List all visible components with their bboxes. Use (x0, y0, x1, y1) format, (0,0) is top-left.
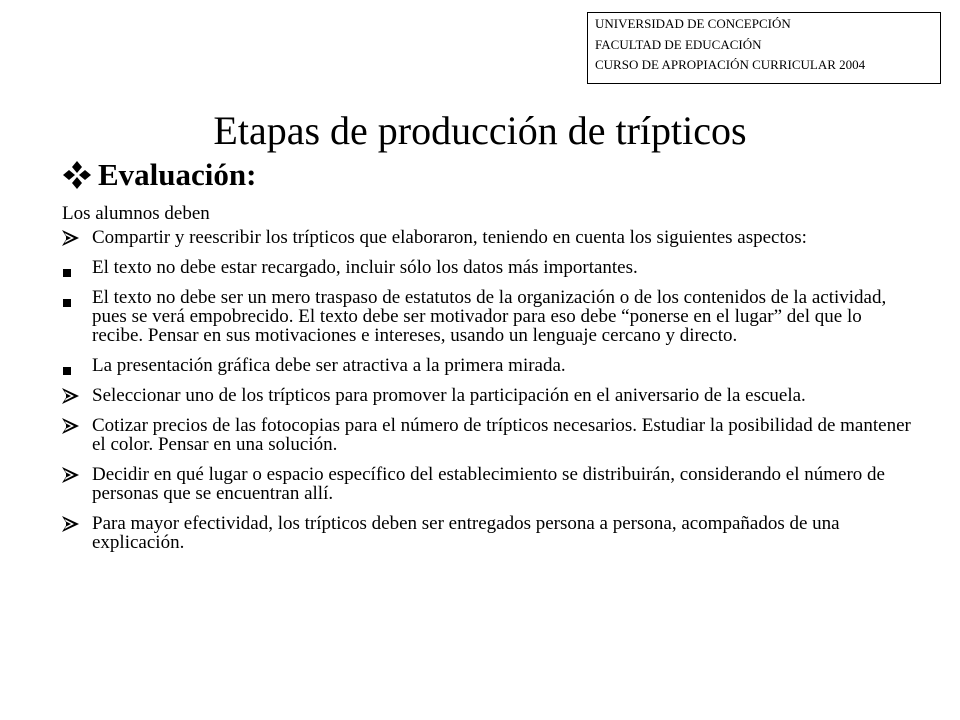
list-item-text: El texto no debe estar recargado, incluir sólo los datos más importantes. (92, 257, 638, 278)
arrow-bullet-icon (62, 388, 80, 404)
list-item (62, 258, 912, 277)
square-bullet-icon (63, 262, 81, 278)
arrow-bullet-icon (62, 516, 80, 532)
list-item-text: Seleccionar uno de los trípticos para promover la participación en el aniversario de la escuela. (92, 385, 806, 406)
arrow-bullet-icon (62, 230, 80, 246)
list-item (62, 288, 912, 345)
list-item (62, 356, 912, 375)
course-name: CURSO DE APROPIACIÓN CURRICULAR 2004 (595, 57, 866, 72)
arrow-bullet-icon (62, 467, 80, 483)
square-bullet-icon (63, 292, 81, 308)
institution-header-box (587, 12, 941, 84)
list-item-text: Cotizar precios de las fotocopias para el número de trípticos necesarios. Estudiar la posibilidad de mantener el color. Pensar en una solución. (92, 415, 911, 455)
list-item (62, 465, 912, 503)
university-name: UNIVERSIDAD DE CONCEPCIÓN (595, 16, 791, 31)
list-item-text: El texto no debe ser un mero traspaso de estatutos de la organización o de los contenidos de la actividad, pues se verá empobrecido. El texto debe ser motivador para eso debe “ponerse en el lugar” del que lo recibe. Pensar en sus motivaciones e intereses, usando un lenguaje cercano y directo. (92, 287, 887, 346)
list-item-text: La presentación gráfica debe ser atractiva a la primera mirada. (92, 355, 566, 376)
list-item-text: Decidir en qué lugar o espacio específico del establecimiento se distribuirán, considerando el número de personas que se encuentran allí. (92, 464, 885, 504)
list-item-text: Para mayor efectividad, los trípticos deben ser entregados persona a persona, acompañados de una explicación. (92, 513, 840, 553)
section-heading-text: Evaluación: (98, 157, 257, 192)
arrow-bullet-icon (62, 418, 80, 434)
square-bullet-icon (63, 360, 81, 376)
intro-text: Los alumnos deben (62, 203, 210, 224)
bullet-list (62, 228, 912, 563)
faculty-name: FACULTAD DE EDUCACIÓN (595, 36, 762, 52)
list-item (62, 386, 912, 405)
list-item (62, 514, 912, 552)
list-item (62, 228, 912, 247)
list-item (62, 416, 912, 454)
four-diamond-bullet-icon (62, 160, 92, 190)
slide-title: Etapas de producción de trípticos (213, 108, 747, 153)
section-heading (62, 155, 256, 195)
list-item-text: Compartir y reescribir los trípticos que elaboraron, teniendo en cuenta los siguientes aspectos: (92, 227, 807, 248)
